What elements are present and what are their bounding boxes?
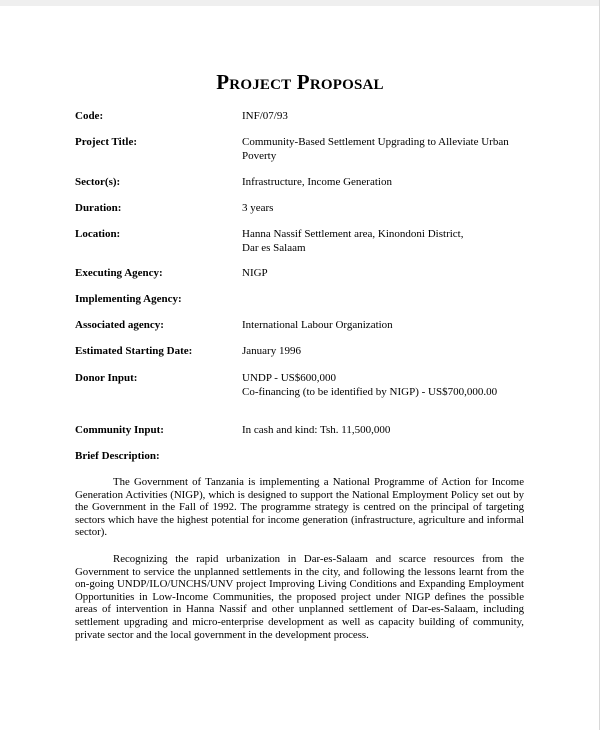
paragraph-text: Recognizing the rapid urbanization in Dar-es-Salaam and scarce resources from the Government to service the unplanned settlements in the city, and following the lessons learnt from the on-going UNDP/ILO/UNCHS/UNV project Improving Living Conditions and Expanding Employment Opportunities in Low-Income Communities, the proposed project under NIGP defines the possible areas of intervention in Hanna Nassif and other unplanned settlement of Dar-es-Salaam, including settlement upgrading and micro-enterprise development as well as capacity building of community, private sector and the local government in the development process. [75, 553, 524, 641]
field-value [242, 201, 535, 215]
field-value-line: Community-Based Settlement Upgrading to Alleviate Urban [242, 136, 509, 148]
field-label: Code: [75, 110, 104, 122]
field-label: Associated agency: [75, 319, 164, 331]
field-label: Sector(s): [75, 176, 121, 188]
field-value-line: 3 years [242, 202, 274, 214]
field-value-line: International Labour Organization [242, 319, 393, 331]
field-value-line: Dar es Salaam [242, 242, 306, 254]
field-estimated-starting-date [75, 344, 535, 358]
field-value [242, 266, 535, 280]
field-value [242, 135, 535, 163]
field-value [242, 227, 535, 255]
field-value-line: Infrastructure, Income Generation [242, 176, 392, 188]
field-value-line: Hanna Nassif Settlement area, Kinondoni District, [242, 228, 464, 240]
brief-paragraph-1 [75, 476, 524, 539]
field-project-title [75, 135, 535, 163]
field-value-line: January 1996 [242, 345, 301, 357]
field-label: Donor Input: [75, 372, 138, 384]
field-executing-agency [75, 266, 535, 280]
field-label: Location: [75, 228, 121, 240]
field-value-line: INF/07/93 [242, 110, 288, 122]
brief-description-label: Brief Description: [75, 450, 160, 462]
field-community-input [75, 423, 535, 437]
field-label: Project Title: [75, 136, 138, 148]
field-value-line: NIGP [242, 267, 268, 279]
field-value [242, 344, 535, 358]
field-code [75, 109, 535, 123]
field-value-line: Poverty [242, 150, 277, 162]
field-value [242, 318, 535, 332]
field-label: Estimated Starting Date: [75, 345, 193, 357]
field-value [242, 175, 535, 189]
field-implementing-agency [75, 292, 535, 306]
field-label: Implementing Agency: [75, 293, 182, 305]
field-label: Community Input: [75, 424, 164, 436]
page-title: Project Proposal [216, 70, 384, 94]
field-label: Duration: [75, 202, 122, 214]
field-value [242, 371, 535, 399]
field-value-line: UNDP - US$600,000 [242, 372, 337, 384]
field-duration [75, 201, 535, 215]
field-value-line: Co-financing (to be identified by NIGP) - US$700,000.00 [242, 386, 498, 398]
field-value [242, 109, 535, 123]
paragraph-text: The Government of Tanzania is implementing a National Programme of Action for Income Generation Activities (NIGP), which is designed to support the National Employment Policy set out by the Government in the Fall of 1992. The programme strategy is centred on the principal of targeting sectors which have the highest potential for income generation (infrastructure, agriculture and informal sector). [75, 476, 524, 539]
field-location [75, 227, 535, 255]
field-value [242, 423, 535, 437]
field-donor-input [75, 371, 535, 399]
field-value [242, 292, 535, 306]
field-associated-agency [75, 318, 535, 332]
field-value-line: In cash and kind: Tsh. 11,500,000 [242, 424, 391, 436]
field-sectors [75, 175, 535, 189]
brief-paragraph-2 [75, 553, 524, 641]
field-label: Executing Agency: [75, 267, 163, 279]
